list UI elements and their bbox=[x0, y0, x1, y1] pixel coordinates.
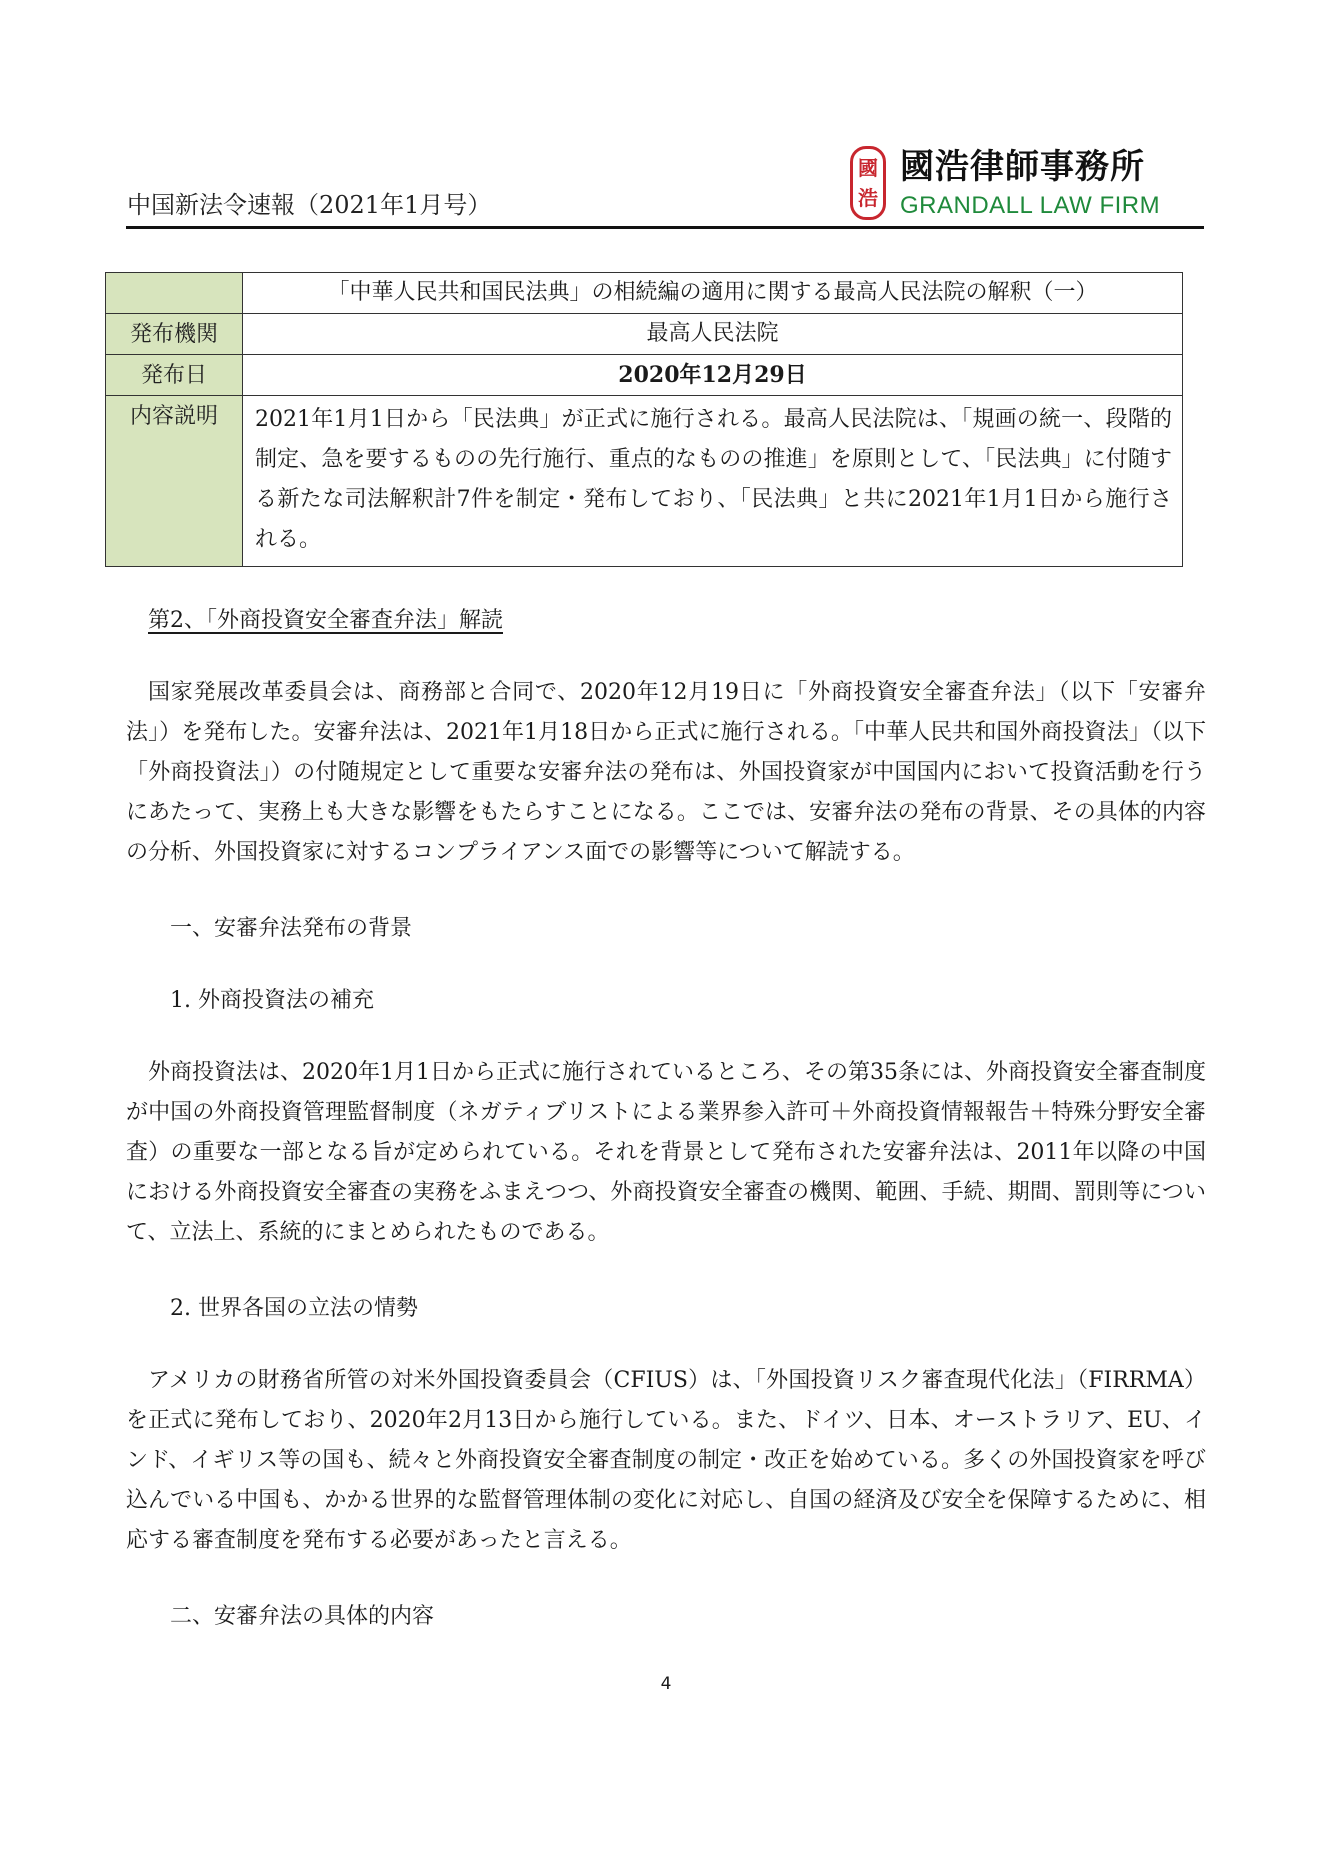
part1-heading: 一、安審弁法発布の背景 bbox=[170, 916, 413, 941]
seal-icon bbox=[850, 146, 886, 220]
value-issue-date: 2020年12月29日 bbox=[243, 355, 1183, 396]
article-body bbox=[126, 605, 1206, 1695]
sub2-heading: 2. 世界各国の立法の情勢 bbox=[170, 1296, 418, 1321]
sub1-heading: 1. 外商投資法の補充 bbox=[170, 988, 374, 1013]
firm-name-chinese: 國浩律師事務所 bbox=[900, 147, 1145, 187]
value-issuer: 最高人民法院 bbox=[243, 314, 1183, 355]
seal-char-bottom: 浩 bbox=[858, 186, 878, 210]
table-label-empty bbox=[106, 273, 243, 314]
page-number: 4 bbox=[660, 1674, 672, 1694]
law-title-cell: 「中華人民共和国民法典」の相続編の適用に関する最高人民法院の解釈（一） bbox=[243, 273, 1183, 314]
label-issuer: 発布機関 bbox=[106, 314, 243, 355]
value-description: 2021年1月1日から「民法典」が正式に施行される。最高人民法院は、「規画の統一、段階的制定、急を要するものの先行施行、重点的なものの推進」を原則として、「民法典」に付随する新たな司法解釈計7件を制定・発布しており、「民法典」と共に2021年1月1日から施行される。 bbox=[243, 396, 1183, 567]
firm-logo bbox=[850, 146, 1190, 222]
sub2-paragraph: アメリカの財務省所管の対米外国投資委員会（CFIUS）は、「外国投資リスク審査現代化法」（FIRRMA）を正式に発布しており、2020年2月13日から施行している。また、ドイツ、日本、オーストラリア、EU、インド、イギリス等の国も、続々と外商投資安全審査制度の制定・改正を始めている。多くの外国投資家を呼び込んでいる中国も、かかる世界的な監督管理体制の変化に対応し、自国の経済及び安全を保障するために、相応する審査制度を発布する必要があったと言える。 bbox=[126, 1368, 1206, 1553]
law-info-table bbox=[105, 272, 1183, 567]
label-description: 内容説明 bbox=[106, 396, 243, 567]
page-header bbox=[126, 146, 1204, 229]
sub1-paragraph: 外商投資法は、2020年1月1日から正式に施行されているところ、その第35条には、外商投資安全審査制度が中国の外商投資管理監督制度（ネガティブリストによる業界参入許可＋外商投資情報報告＋特殊分野安全審査）の重要な一部となる旨が定められている。それを背景として発布された安審弁法は、2011年以降の中国における外商投資安全審査の実務をふまえつつ、外商投資安全審査の機関、範囲、手続、期間、罰則等について、立法上、系統的にまとめられたものである。 bbox=[126, 1060, 1206, 1245]
section-heading: 第2、「外商投資安全審査弁法」解読 bbox=[148, 608, 503, 633]
label-issue-date: 発布日 bbox=[106, 355, 243, 396]
table-row bbox=[106, 314, 1183, 355]
table-row bbox=[106, 273, 1183, 314]
newsletter-title: 中国新法令速報（2021年1月号） bbox=[127, 191, 492, 219]
intro-paragraph: 国家発展改革委員会は、商務部と合同で、2020年12月19日に「外商投資安全審査弁法」（以下「安審弁法」）を発布した。安審弁法は、2021年1月18日から正式に施行される。「中華人民共和国外商投資法」（以下「外商投資法」）の付随規定として重要な安審弁法の発布は、外国投資家が中国国内において投資活動を行うにあたって、実務上も大きな影響をもたらすことになる。ここでは、安審弁法の発布の背景、その具体的内容の分析、外国投資家に対するコンプライアンス面での影響等について解読する。 bbox=[126, 680, 1206, 865]
table-row bbox=[106, 355, 1183, 396]
seal-char-top: 國 bbox=[858, 156, 878, 180]
table-row bbox=[106, 396, 1183, 567]
part2-heading: 二、安審弁法の具体的内容 bbox=[170, 1604, 435, 1629]
firm-name-english: GRANDALL LAW FIRM bbox=[900, 192, 1161, 219]
